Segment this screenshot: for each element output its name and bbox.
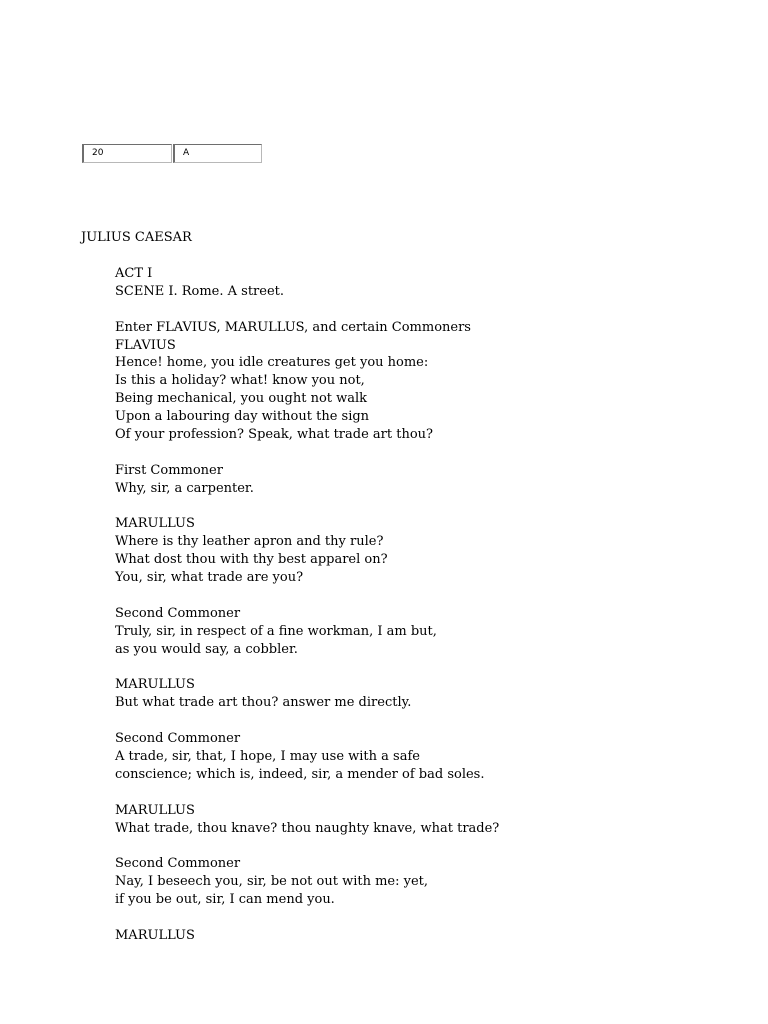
speech-line: Hence! home, you idle creatures get you home:: [115, 355, 429, 371]
speech-line: Upon a labouring day without the sign: [115, 409, 370, 425]
script-body: [115, 265, 499, 945]
speaker-name: MARULLUS: [115, 802, 195, 818]
speaker-name: Second Commoner: [115, 731, 241, 747]
speech-line: as you would say, a cobbler.: [115, 641, 298, 657]
header-field-number: 20: [82, 144, 172, 163]
header-field-letter: A: [173, 144, 262, 163]
speaker-name: First Commoner: [115, 462, 223, 478]
stage-direction: Enter FLAVIUS, MARULLUS, and certain Commoners: [115, 319, 471, 335]
speech-line: Nay, I beseech you, sir, be not out with me: yet,: [115, 874, 429, 890]
speech-line: if you be out, sir, I can mend you.: [115, 892, 335, 908]
speech-line: A trade, sir, that, I hope, I may use with a safe: [115, 749, 420, 765]
speech-line: What dost thou with thy best apparel on?: [115, 552, 388, 568]
speaker-name: MARULLUS: [115, 516, 195, 532]
speaker-name: Second Commoner: [115, 605, 241, 621]
act-heading: ACT I: [115, 266, 153, 281]
speech-line: Why, sir, a carpenter.: [115, 480, 254, 496]
speaker-name: MARULLUS: [115, 927, 195, 943]
speech-line: Where is thy leather apron and thy rule?: [115, 534, 384, 550]
speech-line: What trade, thou knave? thou naughty knave, what trade?: [115, 820, 500, 836]
speech-line: Is this a holiday? what! know you not,: [115, 373, 365, 389]
speaker-name: FLAVIUS: [115, 337, 176, 353]
speech-line: Of your profession? Speak, what trade art thou?: [115, 427, 434, 443]
speaker-name: MARULLUS: [115, 677, 195, 693]
speaker-name: Second Commoner: [115, 856, 241, 872]
scene-heading: SCENE I. Rome. A street.: [115, 283, 285, 299]
speech-line: Being mechanical, you ought not walk: [115, 391, 368, 407]
speech-line: But what trade art thou? answer me directly.: [115, 695, 412, 711]
speech-line: You, sir, what trade are you?: [115, 570, 304, 586]
play-title: JULIUS CAESAR: [81, 230, 192, 245]
speech-line: conscience; which is, indeed, sir, a mender of bad soles.: [115, 766, 485, 782]
speech-line: Truly, sir, in respect of a fine workman, I am but,: [115, 623, 437, 639]
